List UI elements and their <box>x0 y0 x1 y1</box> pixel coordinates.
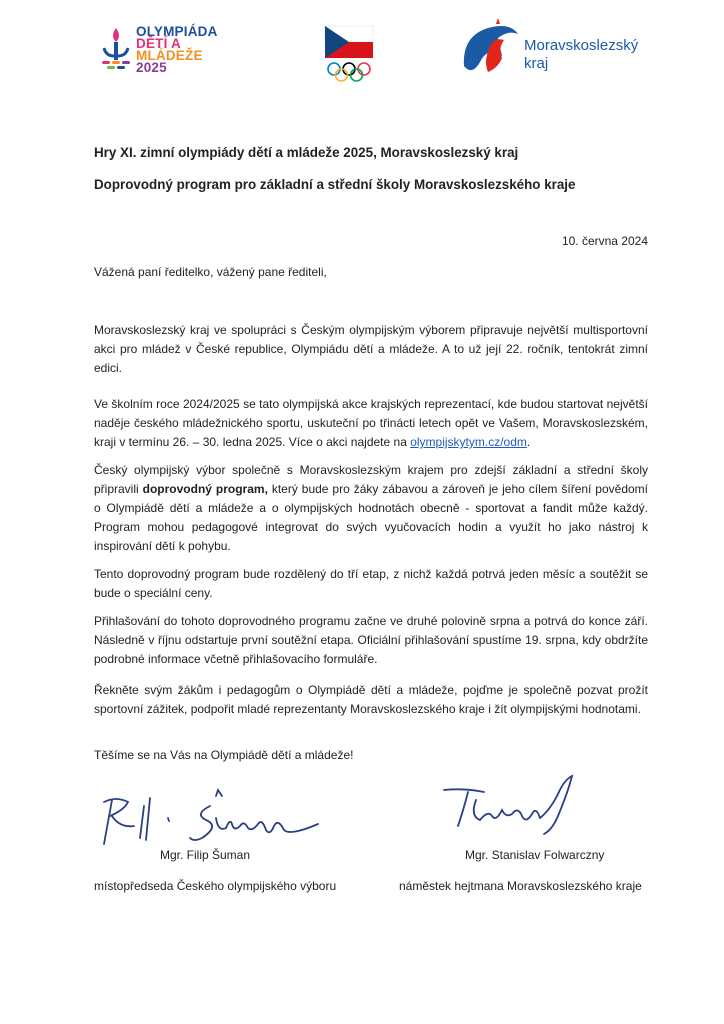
paragraph-event <box>94 395 648 452</box>
signer-left-role: místopředseda Českého olympijského výboru <box>94 879 337 893</box>
program-emphasis: doprovodný program, <box>142 482 268 496</box>
olympic-rings-icon <box>328 63 370 81</box>
msk-logo-line2: kraj <box>524 55 549 72</box>
signature-folwarczny <box>440 770 590 840</box>
odm-logo-line2: DĚTÍ A <box>136 36 181 51</box>
odm-website-link[interactable]: olympijskytym.cz/odm <box>410 435 527 449</box>
signer-right-role: náměstek hejtmana Moravskoslezského kraje <box>399 879 642 893</box>
letter-greeting: Vážená paní ředitelko, vážený pane řediteli, <box>94 265 327 279</box>
signature-suman <box>98 788 338 848</box>
odm-logo-line1: OLYMPIÁDA <box>136 24 218 39</box>
paragraph-program <box>94 461 648 556</box>
paragraph-event-text: Ve školním roce 2024/2025 se tato olympijská akce krajských reprezentací, kde budou startovat největší naděje českého mládežnického sportu, uskuteční po třinácti letech opět ve Vašem, Moravskoslezském, kraji v termínu 26. – 30. ledna 2025. Více o akci najdete na <box>94 397 648 449</box>
letter-date: 10. června 2024 <box>561 234 648 248</box>
letter-heading: Hry XI. zimní olympiády dětí a mládeže 2025, Moravskoslezský kraj <box>94 145 519 160</box>
odm-logo-line4: 2025 <box>136 60 167 75</box>
signer-left-name: Mgr. Filip Šuman <box>160 848 251 862</box>
odm-logo <box>100 22 240 82</box>
letter-closing: Těšíme se na Vás na Olympiádě dětí a mládeže! <box>94 748 354 762</box>
signer-right-name: Mgr. Stanislav Folwarczny <box>465 848 605 862</box>
letter-subheading: Doprovodný program pro základní a střední školy Moravskoslezského kraje <box>94 177 576 192</box>
paragraph-stages: Tento doprovodný program bude rozdělený do tří etap, z nichž každá potrvá jeden měsíc a soutěžit se bude o speciální ceny. <box>94 567 648 600</box>
torch-icon <box>100 26 132 70</box>
czech-olympic-logo <box>322 24 376 84</box>
msk-logo <box>458 12 658 82</box>
paragraph-intro: Moravskoslezský kraj ve spolupráci s Českým olympijským výborem připravuje největší multisportovní akci pro mládež v České republice, Olympiádu dětí a mládeže. A to už její 22. ročník, tentokrát zimní edici. <box>94 323 648 375</box>
czech-flag-icon <box>325 26 373 58</box>
odm-logo-line3: MLÁDEŽE <box>136 48 203 63</box>
paragraph-program-end: který bude pro žáky zábavou a zároveň je jeho cílem šíření povědomí o Olympiádě dětí a mládeže a o olympijských hodnotách obecně - sportovat a fandit může každý. Program mohou pedagogové integrovat do svých vyučovacích hodin a využít ho jako nástroj k inspirování dětí k pohybu. <box>94 482 649 553</box>
paragraph-event-end: . <box>526 435 531 449</box>
msk-emblem-icon <box>458 16 522 80</box>
paragraph-program-start: Český olympijský výbor společně s Moravskoslezským krajem pro zdejší základní a střední školy připravili <box>94 463 648 496</box>
paragraph-invitation: Řekněte svým žákům i pedagogům o Olympiádě dětí a mládeže, pojďme je společně pozvat prožít sportovní zážitek, podpořit mladé reprezentanty Moravskoslezského kraje i žít olympijskými hodnotami. <box>94 683 648 716</box>
msk-logo-line1: Moravskoslezský <box>524 37 639 54</box>
paragraph-registration: Přihlašování do tohoto doprovodného programu začne ve druhé polovině srpna a potrvá do konce září. Následně v říjnu odstartuje první soutěžní etapa. Oficiální přihlašování spustíme 19. srpna, kdy obdržíte podrobné informace včetně přihlašovacího formuláře. <box>94 614 648 666</box>
